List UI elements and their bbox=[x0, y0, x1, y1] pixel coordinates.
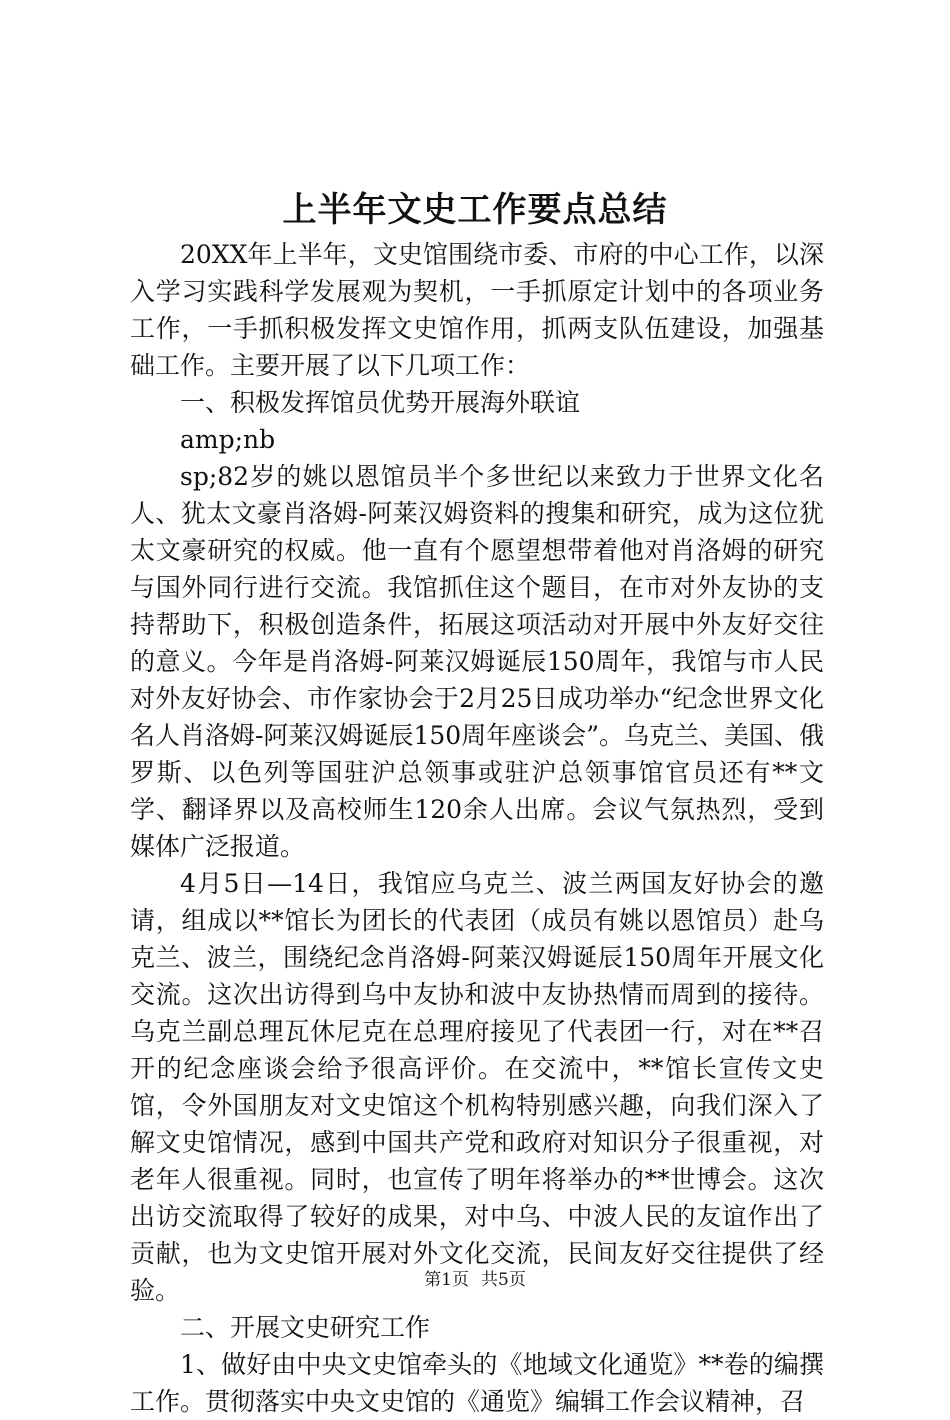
paragraph-research: 1、做好由中央文史馆牵头的《地域文化通览》**卷的编撰工作。贯彻落实中央文史馆的《通览》编辑工作会议精神，召 bbox=[130, 1350, 824, 1416]
document-body bbox=[130, 236, 824, 1420]
paragraph-intro: 20XX年上半年，文史馆围绕市委、市府的中心工作，以深入学习实践科学发展观为契机，一手抓原定计划中的各项业务工作，一手抓积极发挥文史馆作用，抓两支队伍建设，加强基础工作。主要开展了以下几项工作： bbox=[130, 240, 824, 380]
page-footer bbox=[0, 1268, 950, 1292]
paragraph-fragment: amp;nb bbox=[180, 425, 276, 454]
page-number: 第1页 bbox=[424, 1270, 469, 1290]
section-heading-1: 一、积极发挥馆员优势开展海外联谊 bbox=[180, 388, 581, 417]
paragraph-yao-yien: sp;82岁的姚以恩馆员半个多世纪以来致力于世界文化名人、犹太文豪肖洛姆-阿莱汉姆资料的搜集和研究，成为这位犹太文豪研究的权威。他一直有个愿望想带着他对肖洛姆的研究与国外同行进行交流。我馆抓住这个题目，在市对外友协的支持帮助下，积极创造条件，拓展这项活动对开展中外友好交往的意义。今年是肖洛姆-阿莱汉姆诞辰150周年，我馆与市人民对外友好协会、市作家协会于2月25日成功举办“纪念世界文化名人肖洛姆-阿莱汉姆诞辰150周年座谈会”。乌克兰、美国、俄罗斯、以色列等国驻沪总领事或驻沪总领事馆官员还有**文学、翻译界以及高校师生120余人出席。会议气氛热烈，受到媒体广泛报道。 bbox=[130, 462, 824, 861]
document-title: 上半年文史工作要点总结 bbox=[282, 190, 668, 230]
section-heading-2: 二、开展文史研究工作 bbox=[180, 1313, 431, 1342]
paragraph-visit: 4月5日—14日，我馆应乌克兰、波兰两国友好协会的邀请，组成以**馆长为团长的代表团（成员有姚以恩馆员）赴乌克兰、波兰，围绕纪念肖洛姆-阿莱汉姆诞辰150周年开展文化交流。这次出访得到乌中友协和波中友协热情而周到的接待。乌克兰副总理瓦休尼克在总理府接见了代表团一行，对在**召开的纪念座谈会给予很高评价。在交流中，**馆长宣传文史馆，令外国朋友对文史馆这个机构特别感兴趣，向我们深入了解文史馆情况，感到中国共产党和政府对知识分子很重视，对老年人很重视。同时，也宣传了明年将举办的**世博会。这次出访交流取得了较好的成果，对中乌、中波人民的友谊作出了贡献，也为文史馆开展对外文化交流，民间友好交往提供了经验。 bbox=[130, 869, 824, 1305]
page-total: 共5页 bbox=[481, 1270, 526, 1290]
